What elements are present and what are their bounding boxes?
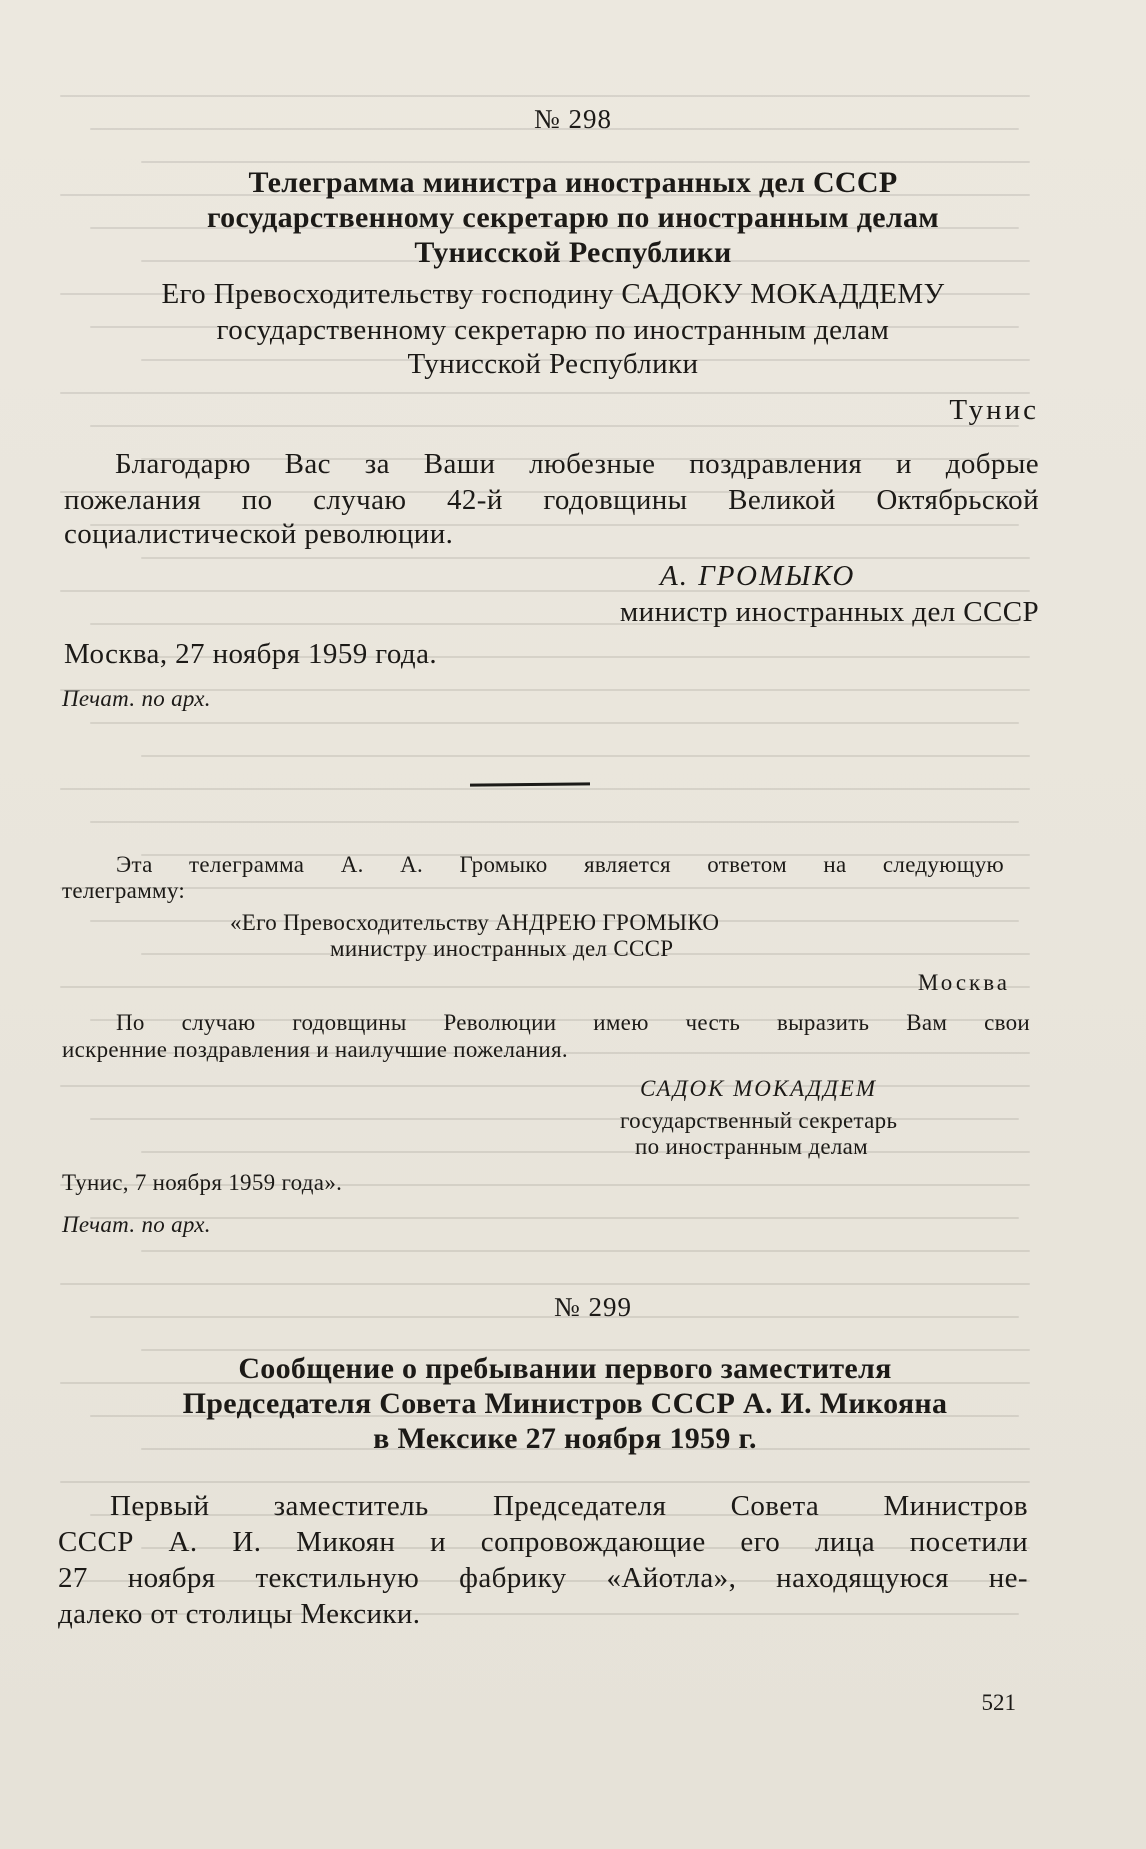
note-date: Тунис, 7 ноября 1959 года».: [62, 1170, 343, 1195]
doc298-signature-title: министр иностранных дел СССР: [619, 596, 1039, 628]
doc298-date: Москва, 27 ноября 1959 года.: [64, 638, 437, 670]
note-signature-title-line-1: государственный секретарь: [620, 1108, 898, 1133]
note-signature: САДОК МОКАДДЕМ: [640, 1076, 877, 1101]
doc298-title-line-2: государственному секретарю по иностранным делам: [206, 201, 939, 234]
doc298-address-line-3: Тунисской Республики: [407, 348, 699, 380]
doc298-signature: А. ГРОМЫКО: [660, 560, 856, 592]
doc298-source: Печат. по арх.: [62, 686, 211, 711]
doc298-address-line-1: Его Превосходительству господину САДОКУ МОКАДДЕМУ: [161, 278, 945, 310]
doc299-body-line-2: СССР А. И. Микоян и сопровождающие его лица посетили: [58, 1526, 1028, 1558]
doc299-title-line-2: Председателя Совета Министров СССР А. И. Микояна: [182, 1387, 948, 1420]
doc298-city: Тунис: [949, 394, 1039, 426]
doc298-body-line-3: социалистической революции.: [64, 518, 454, 550]
doc298-title-line-3: Тунисской Республики: [414, 236, 732, 269]
note-address-line-1: «Его Превосходительству АНДРЕЮ ГРОМЫКО: [230, 910, 720, 935]
doc299-title-line-3: в Мексике 27 ноября 1959 г.: [373, 1422, 757, 1455]
note-signature-title-line-2: по иностранным делам: [635, 1134, 869, 1159]
note-body-line-2: искренние поздравления и наилучшие пожелания.: [62, 1037, 568, 1062]
note-body-line-1: По случаю годовщины Революции имею честь выразить Вам свои: [116, 1010, 1030, 1035]
note-intro-line-2: телеграмму:: [62, 878, 186, 903]
page-number: 521: [981, 1690, 1016, 1715]
note-city: Москва: [917, 970, 1010, 995]
doc299-body-line-1: Первый заместитель Председателя Совета Министров: [110, 1490, 1028, 1522]
doc298-body-line-1: Благодарю Вас за Ваши любезные поздравления и добрые: [115, 448, 1039, 480]
note-intro-line-1: Эта телеграмма А. А. Громыко является ответом на следующую: [116, 852, 1004, 877]
doc299-title-line-1: Сообщение о пребывании первого заместителя: [238, 1352, 892, 1385]
doc299-number: № 299: [553, 1292, 632, 1322]
doc298-number: № 298: [533, 104, 612, 134]
doc298-body-line-2: пожелания по случаю 42-й годовщины Великой Октябрьской: [64, 484, 1039, 516]
doc298-address-line-2: государственному секретарю по иностранным делам: [216, 314, 890, 346]
doc299-body-line-3: 27 ноября текстильную фабрику «Айотла», находящуюся не-: [58, 1562, 1028, 1594]
doc299-body-line-4: далеко от столицы Мексики.: [58, 1598, 421, 1630]
note-source: Печат. по арх.: [62, 1212, 211, 1237]
note-address-line-2: министру иностранных дел СССР: [330, 936, 674, 961]
doc298-title-line-1: Телеграмма министра иностранных дел СССР: [248, 166, 898, 199]
